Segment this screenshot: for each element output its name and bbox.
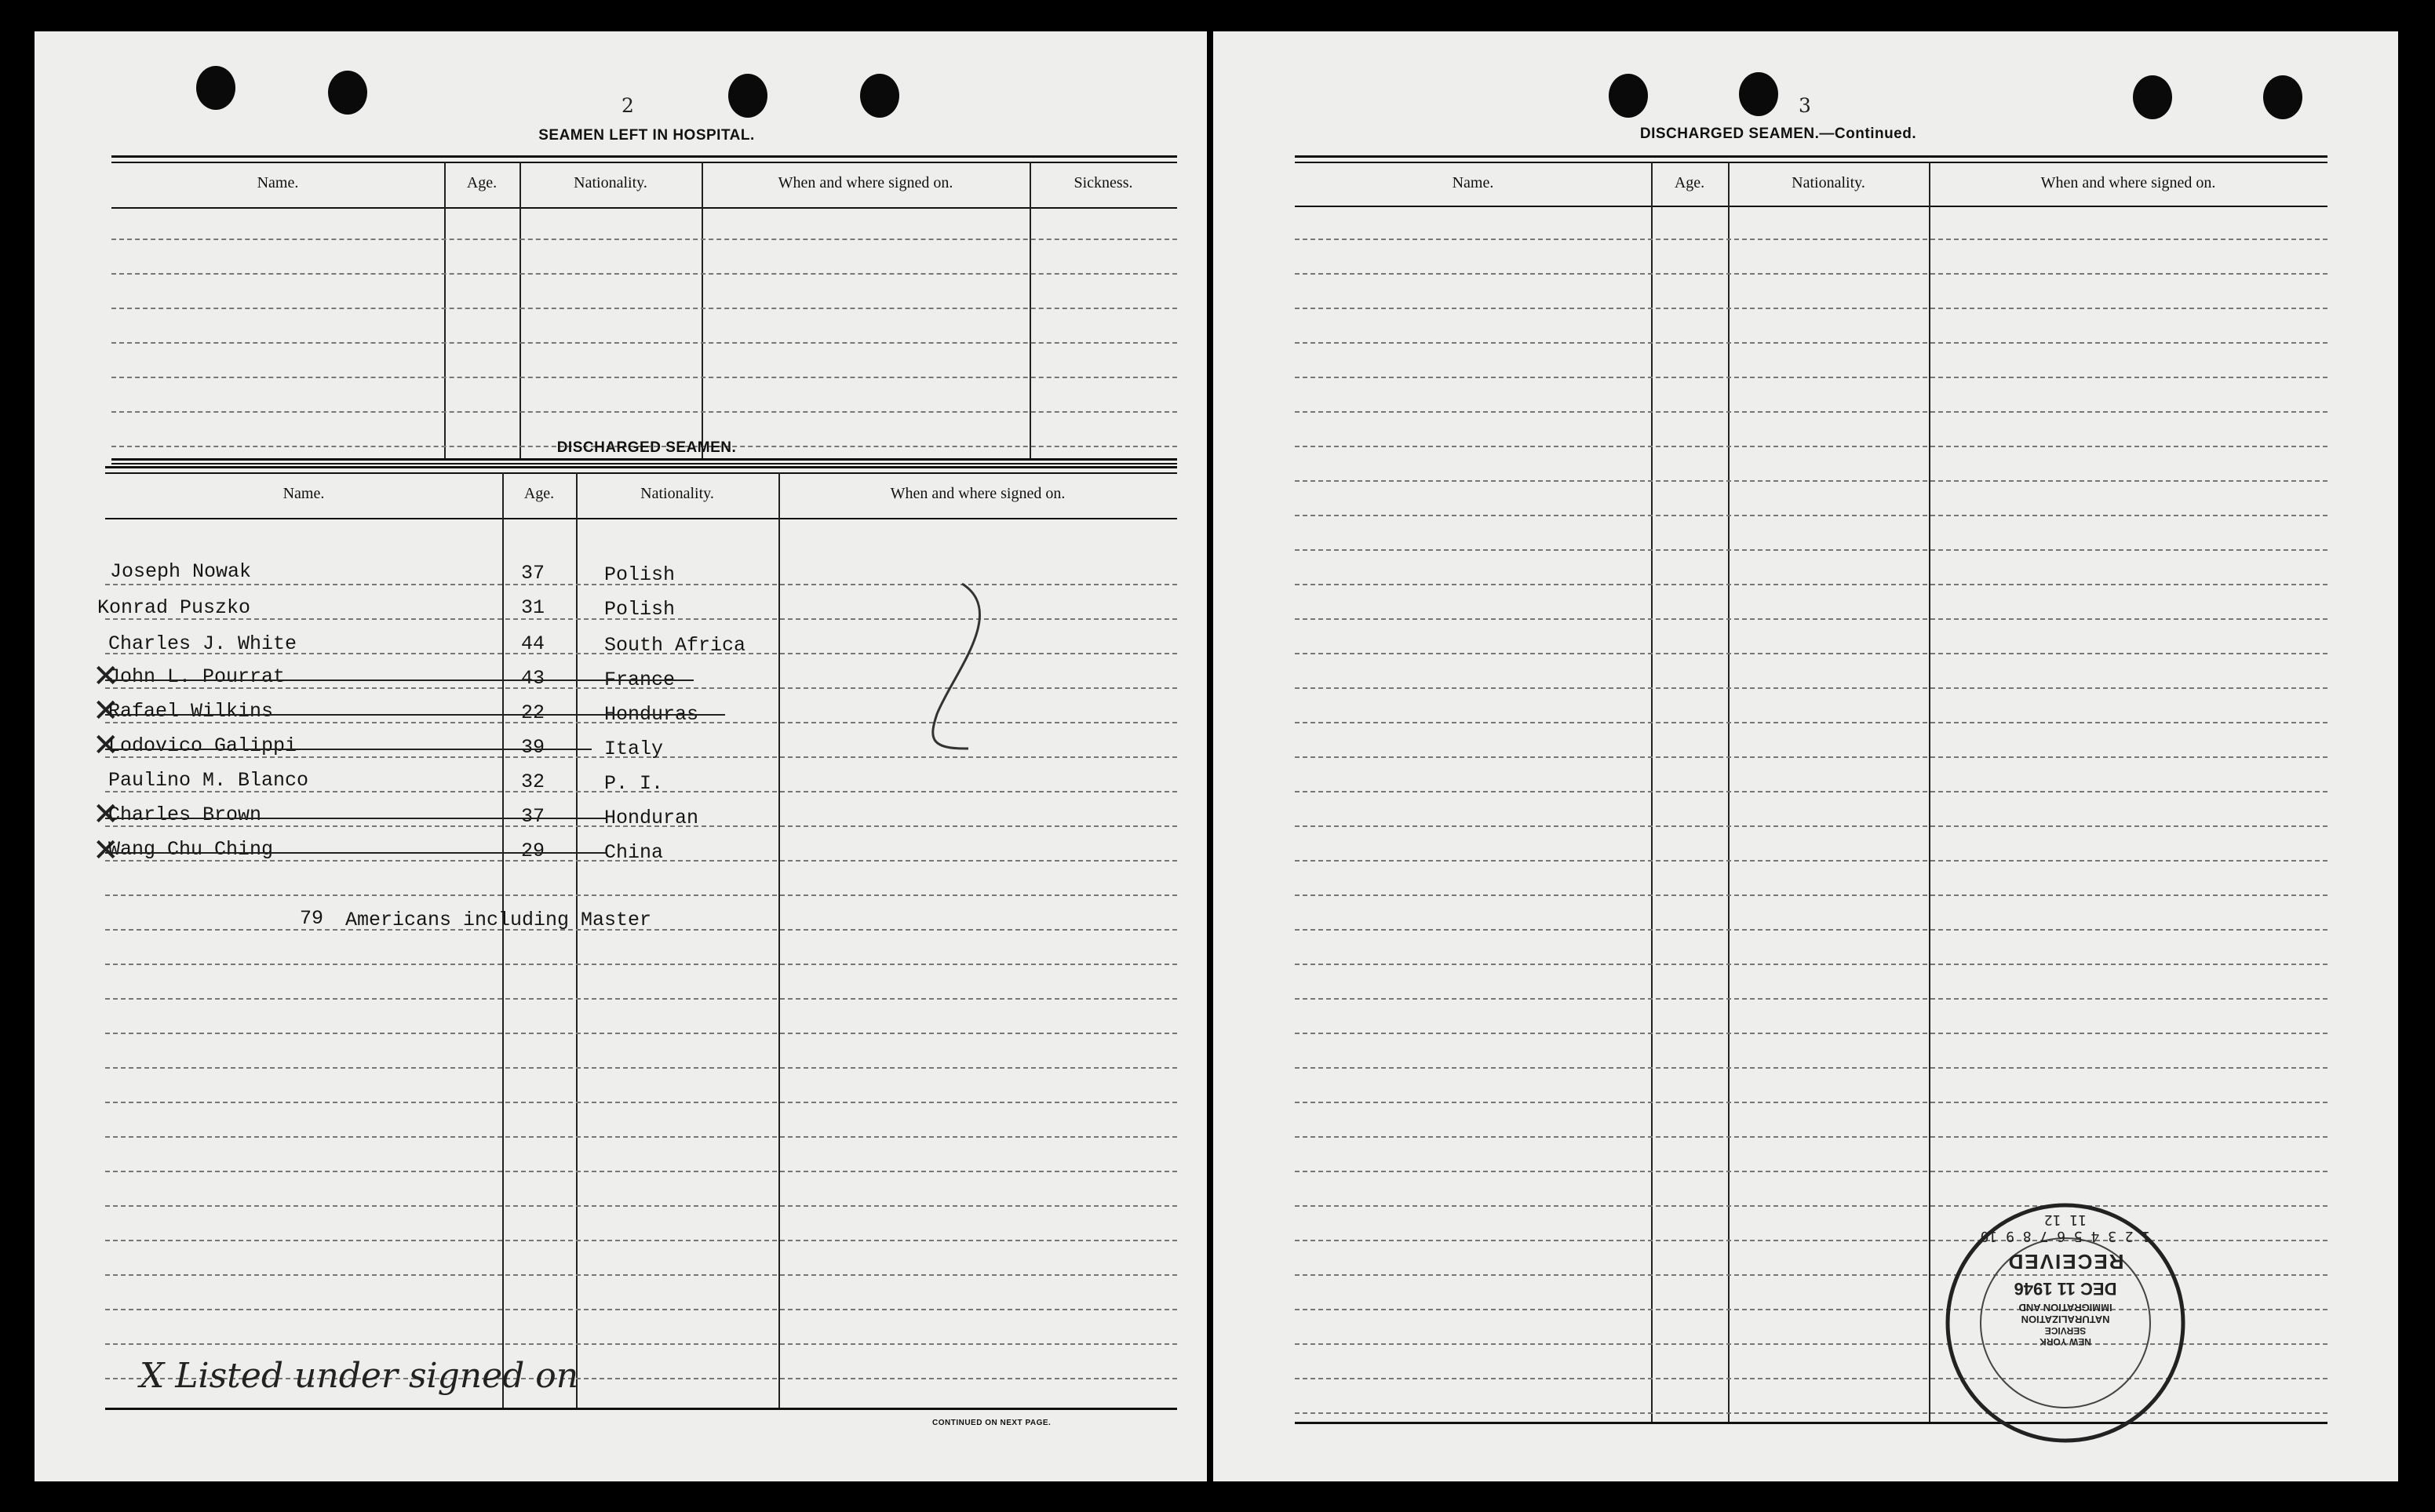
stamp-service: SERVICE	[2044, 1325, 2087, 1336]
stamp-immigration: IMMIGRATION AND	[2018, 1302, 2112, 1313]
seaman-nationality: Honduran	[604, 807, 699, 829]
seaman-age: 22	[521, 701, 545, 724]
ruling-line	[105, 1136, 1177, 1138]
ruling-line	[105, 1343, 1177, 1345]
ruling-line	[1295, 998, 2327, 1000]
seaman-nationality: Polish	[604, 598, 676, 621]
strike-line	[105, 679, 694, 681]
ruling-line	[1295, 653, 2327, 654]
received-stamp	[1940, 1197, 2191, 1448]
seaman-nationality: Honduras	[604, 703, 699, 726]
seaman-age: 44	[521, 632, 545, 655]
ruling-line	[105, 894, 1177, 896]
right-page	[1213, 31, 2398, 1481]
punch-hole	[196, 66, 235, 110]
ruling-line	[1295, 377, 2327, 378]
ruling-line	[105, 1102, 1177, 1103]
seaman-name: Charles Brown	[108, 803, 262, 826]
ruling-line	[1295, 342, 2327, 344]
ruling-line	[105, 1171, 1177, 1172]
ruling-line	[105, 1274, 1177, 1276]
col-header-name: Name.	[257, 174, 299, 191]
ruling-line	[1295, 964, 2327, 965]
hospital-section-title: SEAMEN LEFT IN HOSPITAL.	[538, 127, 755, 144]
seaman-name: Wang Chu Ching	[108, 838, 274, 861]
ruling-line	[1295, 549, 2327, 551]
ruling-line	[1295, 1102, 2327, 1103]
seaman-name: Paulino M. Blanco	[108, 769, 309, 792]
col-header-signed-on: When and where signed on.	[890, 485, 1066, 502]
col-header-signed-on: When and where signed on.	[778, 174, 953, 191]
col-header-signed-on: When and where signed on.	[2040, 174, 2216, 191]
ruling-line	[1295, 860, 2327, 862]
handwritten-note: X Listed under signed on	[140, 1356, 579, 1396]
ruling-line	[1295, 515, 2327, 516]
strike-line	[105, 852, 607, 854]
punch-hole	[328, 71, 367, 115]
seaman-nationality: P. I.	[604, 772, 664, 795]
seaman-age: 37	[521, 805, 545, 828]
stamp-received: RECEIVED	[2007, 1250, 2124, 1273]
ruling-line	[1295, 308, 2327, 309]
ruling-line	[1295, 1171, 2327, 1172]
discharged-table	[93, 466, 1177, 1408]
punch-hole	[1609, 74, 1648, 118]
x-mark: ✕	[93, 727, 119, 763]
punch-hole	[860, 74, 899, 118]
seaman-name: Lodovico Galippi	[108, 734, 297, 757]
punch-hole	[2263, 75, 2302, 119]
col-header-name: Name.	[1452, 174, 1494, 191]
ruling-line	[1295, 480, 2327, 482]
left-page	[35, 31, 1207, 1481]
strike-line	[105, 714, 725, 716]
ruling-line	[1295, 446, 2327, 447]
punch-hole	[728, 74, 767, 118]
punch-hole	[2133, 75, 2172, 119]
seaman-age: 31	[521, 596, 545, 619]
stamp-city: NEW YORK	[2039, 1336, 2091, 1347]
seaman-nationality: South Africa	[604, 634, 746, 657]
col-header-nationality: Nationality.	[1792, 174, 1865, 191]
americans-count: 79	[300, 907, 324, 930]
col-header-nationality: Nationality.	[574, 174, 647, 191]
ruling-line	[1295, 894, 2327, 896]
ruling-line	[1295, 756, 2327, 758]
ruling-line	[1295, 825, 2327, 827]
ruling-line	[1295, 273, 2327, 275]
ruling-line	[1295, 1033, 2327, 1034]
x-mark: ✕	[93, 658, 119, 694]
seaman-nationality: Polish	[604, 563, 676, 586]
ruling-line	[1295, 1067, 2327, 1069]
seaman-age: 43	[521, 667, 545, 690]
ruling-line	[1295, 929, 2327, 931]
ruling-line	[105, 1240, 1177, 1241]
ruling-line	[1295, 722, 2327, 723]
page-number: 3	[1799, 94, 1811, 117]
seaman-nationality: Italy	[604, 738, 664, 760]
ruling-line	[105, 1309, 1177, 1310]
col-header-name: Name.	[283, 485, 325, 502]
col-header-age: Age.	[523, 485, 555, 502]
page-number: 2	[622, 94, 634, 117]
x-mark: ✕	[93, 833, 119, 869]
ruling-line	[1295, 584, 2327, 585]
discharged-continued-title: DISCHARGED SEAMEN.—Continued.	[1639, 126, 1917, 142]
ditto-brace	[921, 581, 1015, 769]
continued-footer: CONTINUED ON NEXT PAGE.	[932, 1419, 1052, 1427]
col-header-nationality: Nationality.	[640, 485, 714, 502]
x-mark: ✕	[93, 693, 119, 729]
punch-hole	[1739, 72, 1778, 116]
ruling-line	[1295, 411, 2327, 413]
americans-note: Americans including Master	[345, 909, 652, 931]
ruling-line	[1295, 239, 2327, 240]
col-header-age: Age.	[466, 174, 498, 191]
seaman-age: 29	[521, 840, 545, 862]
seaman-name: Konrad Puszko	[97, 596, 251, 619]
seaman-age: 32	[521, 771, 545, 793]
seaman-name: Joseph Nowak	[110, 560, 252, 583]
col-header-sickness: Sickness.	[1074, 174, 1133, 191]
ruling-line	[1295, 1136, 2327, 1138]
discharged-section-title: DISCHARGED SEAMEN.	[556, 439, 737, 456]
ruling-line	[105, 1033, 1177, 1034]
seaman-nationality: France	[604, 669, 676, 691]
ruling-line	[1295, 687, 2327, 689]
ruling-line	[105, 964, 1177, 965]
ruling-line	[105, 1067, 1177, 1069]
strike-line	[105, 818, 607, 819]
seaman-age: 39	[521, 736, 545, 759]
seaman-name: Charles J. White	[108, 632, 297, 655]
ruling-line	[105, 1205, 1177, 1207]
ruling-line	[1295, 791, 2327, 792]
x-mark: ✕	[93, 796, 119, 833]
strike-line	[105, 749, 592, 750]
seaman-age: 37	[521, 562, 545, 585]
col-header-age: Age.	[1674, 174, 1705, 191]
stamp-clock-numbers: 1 2 3 4 5 6 7 8 9 10 11 12	[1980, 1211, 2151, 1244]
seaman-nationality: China	[604, 841, 664, 864]
stamp-date: DEC 11 1946	[2014, 1279, 2117, 1299]
seaman-name: Rafael Wilkins	[108, 700, 274, 723]
ruling-line	[105, 998, 1177, 1000]
ruling-line	[1295, 618, 2327, 620]
hospital-table	[111, 155, 1177, 463]
seaman-name: John L. Pourrat	[108, 665, 286, 688]
stamp-naturalization: NATURALIZATION	[2021, 1313, 2110, 1325]
